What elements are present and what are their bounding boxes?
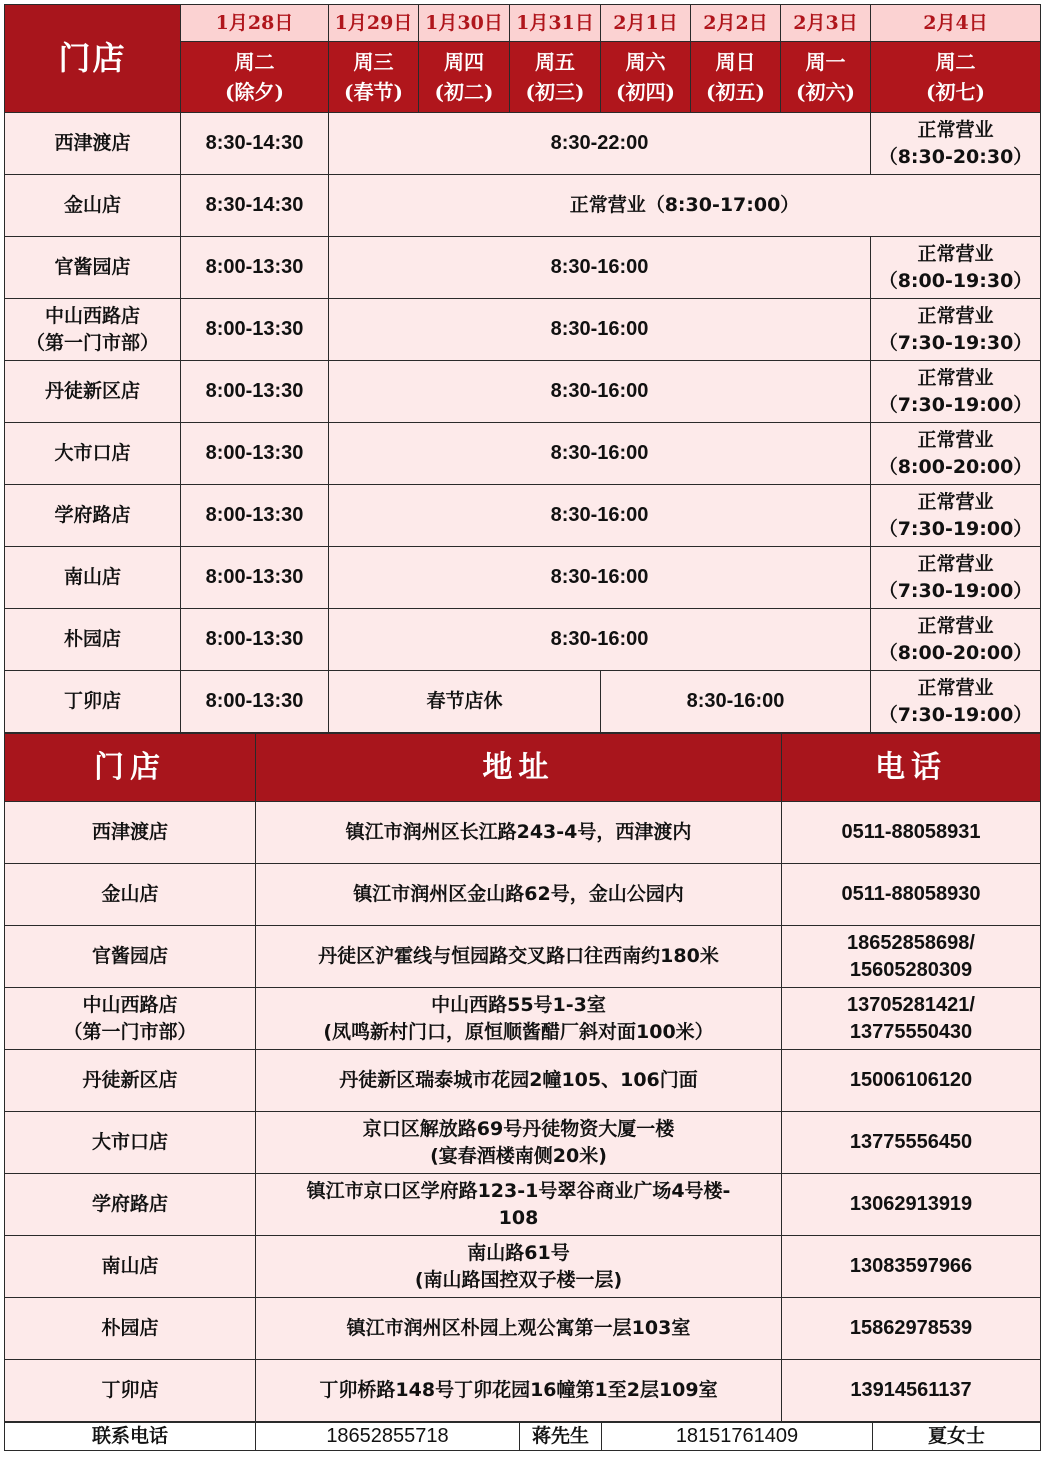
weekday-label: 周四 [444, 50, 484, 74]
text-line: 正常营业 [917, 676, 994, 699]
weekday-label: 周二 [935, 50, 976, 74]
new-year-eve-hours: 8:30-14:30 [181, 113, 329, 175]
holiday-hours: 8:30-16:00 [329, 609, 871, 671]
store-name [5, 423, 181, 485]
store-name [5, 1360, 256, 1422]
holiday-hours: 8:30-16:00 [329, 485, 871, 547]
store-name [5, 1174, 256, 1236]
store-phone [782, 926, 1041, 988]
address-header-row [5, 734, 1041, 802]
text-line: 正常营业 [917, 366, 994, 389]
normal-hours [871, 485, 1041, 547]
weekday-header [329, 42, 419, 113]
holiday-hours: 8:30-16:00 [329, 547, 871, 609]
store-name [5, 1050, 256, 1112]
text-line: 南山店 [63, 566, 121, 588]
text-line: 正常营业 [917, 428, 994, 451]
festival-label: (初二) [434, 80, 494, 104]
holiday-schedule [4, 4, 1040, 1451]
holiday-hours: 8:30-16:00 [329, 299, 871, 361]
address-row [5, 1174, 1041, 1236]
store-name [5, 1298, 256, 1360]
text-line: 金山店 [101, 883, 159, 905]
text-line: 丁卯店 [63, 690, 121, 712]
text-line: 镇江市润州区长江路243-4号，西津渡内 [345, 821, 692, 843]
text-line: 学府路店 [54, 504, 131, 526]
new-year-eve-hours: 8:00-13:30 [181, 237, 329, 299]
text-line: 正常营业 [917, 614, 994, 637]
normal-hours [871, 671, 1041, 733]
store-address [256, 1112, 782, 1174]
closed-notice: 春节店休 [329, 671, 601, 733]
normal-hours [871, 361, 1041, 423]
address-row [5, 1236, 1041, 1298]
text-line: 京口区解放路69号丹徒物资大厦一楼 [362, 1117, 675, 1140]
store-name [5, 1112, 256, 1174]
text-line: （7:30-19:00） [878, 579, 1033, 602]
contact-phone-1: 18652855718 [256, 1423, 520, 1451]
store-address [256, 926, 782, 988]
new-year-eve-hours: 8:00-13:30 [181, 485, 329, 547]
store-address [256, 1174, 782, 1236]
text-line: 15605280309 [849, 958, 973, 981]
text-line: 13083597966 [849, 1255, 973, 1277]
festival-label: (初七) [926, 80, 985, 104]
text-line: 13705281421/ [847, 993, 975, 1016]
weekday-label: 周三 [353, 50, 394, 74]
holiday-hours: 8:30-16:00 [329, 361, 871, 423]
text-line: 官酱园店 [91, 945, 168, 967]
text-line: 官酱园店 [54, 256, 131, 278]
text-line: （7:30-19:30） [878, 331, 1033, 354]
festival-label: (初五) [706, 80, 765, 104]
address-row [5, 1360, 1041, 1422]
date-header: 1月28日 [181, 5, 329, 42]
store-phone [782, 1236, 1041, 1298]
text-line: 中山西路55号1-3室 [431, 993, 606, 1016]
text-line: 朴园店 [101, 1317, 159, 1339]
weekday-header [781, 42, 871, 113]
store-phone [782, 1298, 1041, 1360]
date-header: 2月2日 [691, 5, 781, 42]
hours-row [5, 299, 1041, 361]
text-line: 丁卯店 [101, 1379, 159, 1401]
hours-row [5, 423, 1041, 485]
date-header: 1月31日 [510, 5, 601, 42]
normal-hours [871, 237, 1041, 299]
address-row [5, 1050, 1041, 1112]
contact-table [4, 1422, 1041, 1451]
new-year-eve-hours: 8:00-13:30 [181, 423, 329, 485]
hours-table [4, 4, 1041, 733]
text-line: 镇江市润州区朴园上观公寓第一层103室 [346, 1317, 691, 1339]
hours-row [5, 609, 1041, 671]
address-column-header: 地址 [256, 734, 782, 802]
text-line: 大市口店 [91, 1131, 168, 1153]
text-line: 丹徒新区店 [82, 1069, 178, 1091]
text-line: 丹徒区沪霍线与恒园路交叉路口往西南约180米 [318, 945, 719, 967]
date-header: 1月30日 [419, 5, 510, 42]
text-line: (宴春酒楼南侧20米) [430, 1144, 607, 1167]
text-line: 丹徒新区店 [44, 380, 140, 402]
contact-phone-2: 18151761409 [602, 1423, 873, 1451]
store-name [5, 485, 181, 547]
hours-row [5, 175, 1041, 237]
store-name [5, 299, 181, 361]
date-header: 2月4日 [871, 5, 1041, 42]
normal-hours [871, 113, 1041, 175]
normal-hours [871, 423, 1041, 485]
text-line: 正常营业 [917, 304, 994, 327]
contact-person-2: 夏女士 [873, 1423, 1041, 1451]
date-header-row [5, 5, 1041, 42]
store-name [5, 864, 256, 926]
text-line: （7:30-19:00） [878, 393, 1033, 416]
new-year-eve-hours: 8:30-14:30 [181, 175, 329, 237]
holiday-hours: 8:30-16:00 [329, 423, 871, 485]
text-line: 15862978539 [849, 1317, 973, 1339]
festival-label: (初四) [616, 80, 675, 104]
text-line: （7:30-19:00） [878, 703, 1033, 726]
text-line: （7:30-19:00） [878, 517, 1033, 540]
address-row [5, 1112, 1041, 1174]
weekday-header [871, 42, 1041, 113]
festival-label: (初六) [796, 80, 855, 104]
normal-hours [871, 547, 1041, 609]
weekday-label: 周一 [805, 50, 846, 74]
text-line: （第一门市部） [25, 331, 159, 354]
text-line: 学府路店 [91, 1193, 168, 1215]
address-row [5, 1298, 1041, 1360]
hours-row [5, 361, 1041, 423]
hours-row [5, 113, 1041, 175]
date-header: 2月3日 [781, 5, 871, 42]
hours-row [5, 237, 1041, 299]
store-phone [782, 1050, 1041, 1112]
store-name [5, 547, 181, 609]
store-name [5, 988, 256, 1050]
text-line: （第一门市部） [63, 1020, 197, 1043]
new-year-eve-hours: 8:00-13:30 [181, 609, 329, 671]
contact-label: 联系电话 [5, 1423, 256, 1451]
weekday-header [601, 42, 691, 113]
text-line: 朴园店 [63, 628, 121, 650]
text-line: 金山店 [63, 194, 121, 216]
hours-row [5, 485, 1041, 547]
text-line: 正常营业 [917, 242, 994, 265]
store-phone [782, 802, 1041, 864]
store-name [5, 1236, 256, 1298]
address-row [5, 988, 1041, 1050]
text-line: 南山路61号 [467, 1241, 570, 1264]
weekday-header [181, 42, 329, 113]
new-year-eve-hours: 8:00-13:30 [181, 547, 329, 609]
festival-label: (春节) [344, 80, 403, 104]
holiday-hours: 8:30-16:00 [601, 671, 871, 733]
text-line: 丹徒新区瑞泰城市花园2幢105、106门面 [339, 1069, 698, 1091]
text-line: (凤鸣新村门口，原恒顺酱醋厂斜对面100米） [323, 1020, 714, 1043]
text-line: 13775556450 [849, 1131, 973, 1153]
holiday-hours: 8:30-22:00 [329, 113, 871, 175]
normal-hours [871, 609, 1041, 671]
text-line: 正常营业 [917, 490, 994, 513]
text-line: 13914561137 [850, 1379, 972, 1401]
text-line: 中山西路店 [82, 993, 178, 1016]
text-line: （8:00-19:30） [878, 269, 1033, 292]
contact-row [5, 1423, 1041, 1451]
store-column-header: 门店 [5, 734, 256, 802]
address-table [4, 733, 1041, 1422]
text-line: 中山西路店 [44, 304, 140, 327]
weekday-label: 周日 [715, 50, 756, 74]
store-phone [782, 1174, 1041, 1236]
store-name [5, 361, 181, 423]
text-line: 0511-88058930 [841, 883, 981, 905]
contact-person-1: 蒋先生 [520, 1423, 602, 1451]
store-address [256, 1050, 782, 1112]
weekday-header [510, 42, 601, 113]
weekday-label: 周五 [535, 50, 575, 74]
weekday-label: 周六 [625, 50, 666, 74]
phone-column-header: 电话 [782, 734, 1041, 802]
text-line: 西津渡店 [91, 821, 168, 843]
text-line: 18652858698/ [847, 931, 975, 954]
store-name [5, 113, 181, 175]
text-line: 0511-88058931 [841, 821, 981, 843]
text-line: 正常营业 [917, 552, 994, 575]
store-name [5, 175, 181, 237]
store-name [5, 609, 181, 671]
text-line: 西津渡店 [54, 132, 131, 154]
text-line: 13062913919 [849, 1193, 973, 1215]
store-name [5, 926, 256, 988]
text-line: 镇江市润州区金山路62号，金山公园内 [353, 883, 684, 905]
address-row [5, 802, 1041, 864]
weekday-header [419, 42, 510, 113]
text-line: （8:30-20:30） [878, 145, 1033, 168]
store-phone [782, 1112, 1041, 1174]
festival-label: (除夕) [225, 80, 284, 104]
store-address [256, 864, 782, 926]
store-name [5, 802, 256, 864]
new-year-eve-hours: 8:00-13:30 [181, 299, 329, 361]
date-header: 1月29日 [329, 5, 419, 42]
store-column-header: 门店 [5, 5, 181, 113]
text-line: 镇江市京口区学府路123-1号翠谷商业广场4号楼- [306, 1179, 731, 1202]
address-row [5, 864, 1041, 926]
text-line: 13775550430 [849, 1020, 973, 1043]
text-line: 南山店 [101, 1255, 159, 1277]
store-name [5, 671, 181, 733]
new-year-eve-hours: 8:00-13:30 [181, 671, 329, 733]
store-phone [782, 1360, 1041, 1422]
text-line: 正常营业 [917, 118, 994, 141]
weekday-header [691, 42, 781, 113]
store-address [256, 802, 782, 864]
store-address [256, 1298, 782, 1360]
text-line: 108 [498, 1206, 539, 1229]
hours-row [5, 547, 1041, 609]
text-line: 15006106120 [849, 1069, 973, 1091]
text-line: （8:00-20:00） [878, 641, 1033, 664]
holiday-hours: 正常营业（8:30-17:00） [329, 175, 1041, 237]
festival-label: (初三) [525, 80, 585, 104]
address-row [5, 926, 1041, 988]
text-line: 丁卯桥路148号丁卯花园16幢第1至2层109室 [319, 1379, 718, 1401]
date-header: 2月1日 [601, 5, 691, 42]
store-address [256, 1236, 782, 1298]
text-line: (南山路国控双子楼一层) [414, 1268, 623, 1291]
holiday-hours: 8:30-16:00 [329, 237, 871, 299]
normal-hours [871, 299, 1041, 361]
store-address [256, 988, 782, 1050]
store-name [5, 237, 181, 299]
weekday-label: 周二 [234, 50, 275, 74]
text-line: （8:00-20:00） [878, 455, 1033, 478]
store-phone [782, 864, 1041, 926]
store-address [256, 1360, 782, 1422]
text-line: 大市口店 [54, 442, 131, 464]
hours-row [5, 671, 1041, 733]
store-phone [782, 988, 1041, 1050]
new-year-eve-hours: 8:00-13:30 [181, 361, 329, 423]
